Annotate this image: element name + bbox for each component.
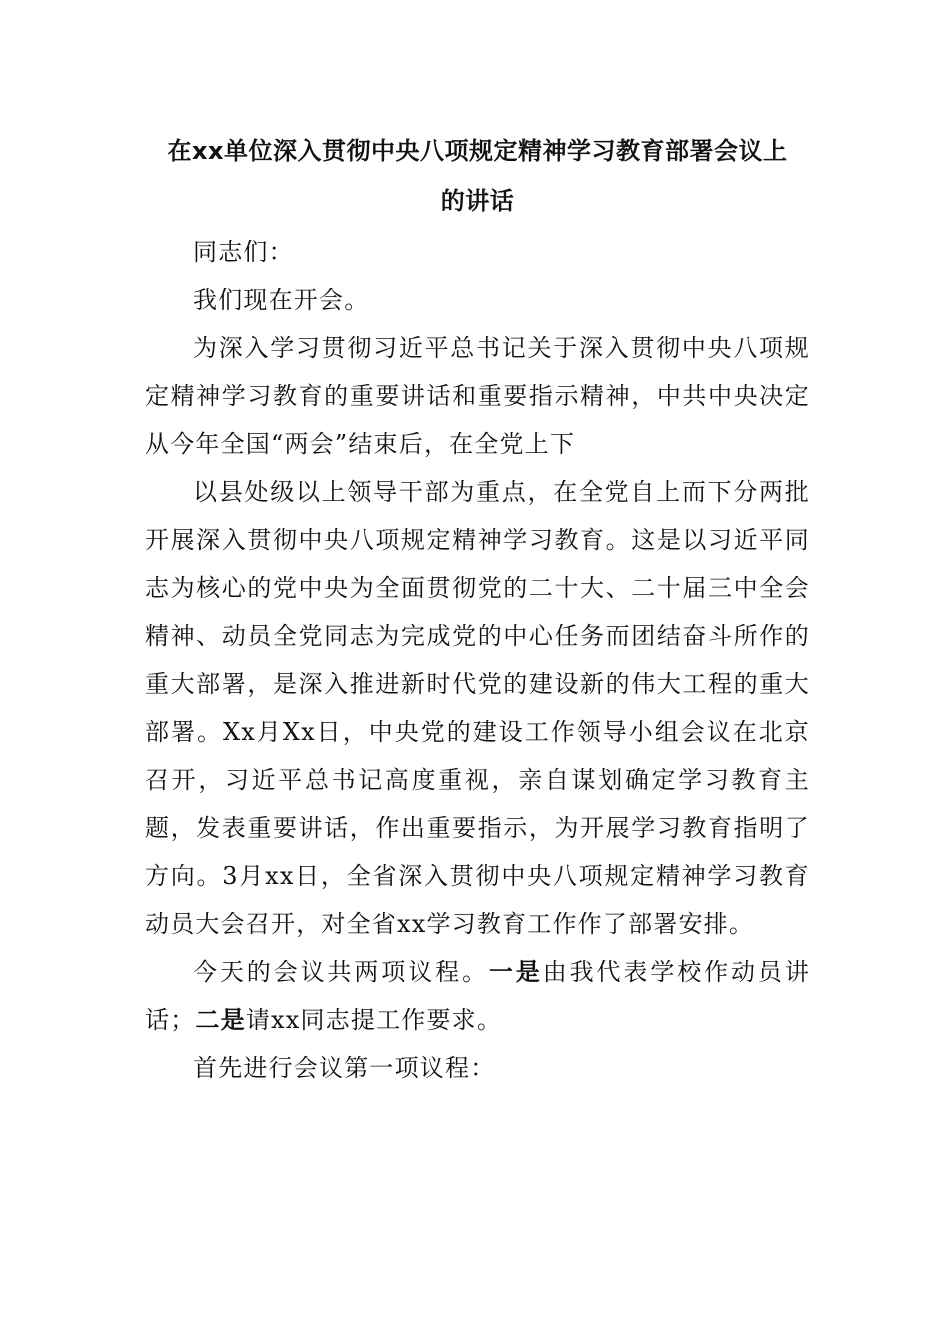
agenda-item2-text: 请xx同志提工作要求。 <box>245 1006 503 1034</box>
greeting: 同志们： <box>193 238 294 266</box>
opening-line: 我们现在开会。 <box>193 286 370 314</box>
title-line-1: 在xx单位深入贯彻中央八项规定精神学习教育部署会议上 <box>167 137 788 165</box>
paragraph-agenda <box>145 948 810 1044</box>
paragraph-background: 为深入学习贯彻习近平总书记关于深入贯彻中央八项规定精神学习教育的重要讲话和重要指示精神，中共中央决定从今年全国“两会”结束后，在全党上下 <box>145 334 810 458</box>
agenda-intro: 今天的会议共两项议程。 <box>193 958 489 986</box>
closing-line: 首先进行会议第一项议程： <box>193 1054 496 1082</box>
agenda-item2-label: 二是 <box>195 1006 246 1034</box>
agenda-item1-label: 一是 <box>488 958 543 986</box>
agenda-item1-text: 由我代表学校作动员讲话； <box>145 958 811 1034</box>
document-page <box>145 126 810 1092</box>
paragraph-deployment: 以县处级以上领导干部为重点，在全党自上而下分两批开展深入贯彻中央八项规定精神学习教育。这是以习近平同志为核心的党中央为全面贯彻党的二十大、二十届三中全会精神、动员全党同志为完成党的中心任务而团结奋斗所作的重大部署，是深入推进新时代党的建设新的伟大工程的重大部署。Xx月Xx日，中央党的建设工作领导小组会议在北京召开，习近平总书记高度重视，亲自谋划确定学习教育主题，发表重要讲话，作出重要指示，为开展学习教育指明了方向。3月xx日，全省深入贯彻中央八项规定精神学习教育动员大会召开，对全省xx学习教育工作作了部署安排。 <box>145 478 810 938</box>
title-line-2: 的讲话 <box>440 187 515 215</box>
document-title <box>145 126 810 226</box>
